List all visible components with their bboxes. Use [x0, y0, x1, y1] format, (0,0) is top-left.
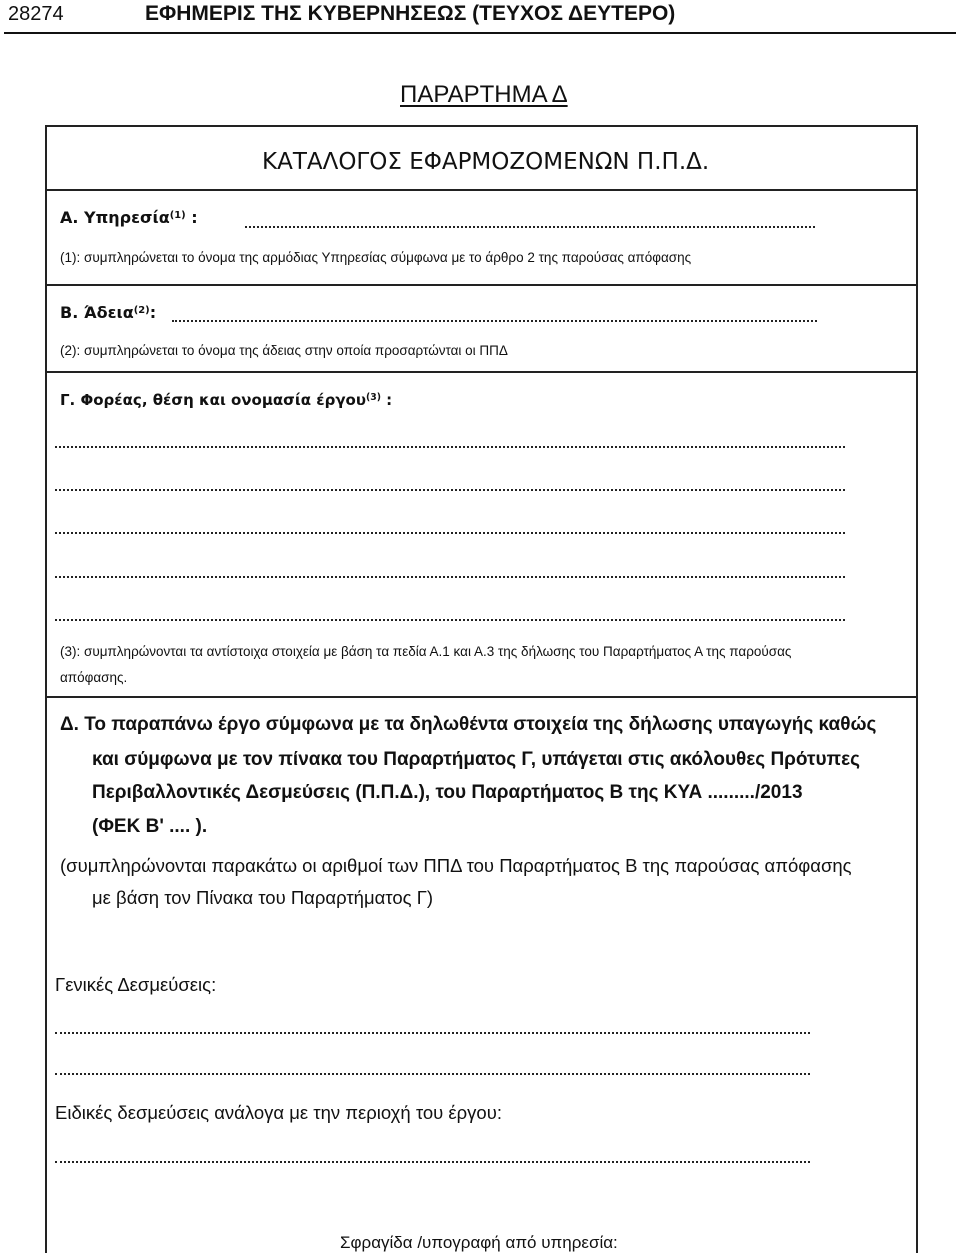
- section-divider: [45, 696, 918, 698]
- section-a-label: [60, 208, 198, 231]
- annex-title: ΠΑΡΑΡΤΗΜΑ Δ: [400, 81, 568, 108]
- section-a-fill-line: [245, 226, 815, 228]
- general-commitments-label: Γενικές Δεσμεύσεις:: [55, 974, 217, 995]
- section-d-instruction-line: (συμπληρώνονται παρακάτω οι αριθμοί των ΠΠΔ του Παραρτήματος Β της παρούσας απόφασης: [60, 855, 852, 876]
- form-heading: ΚΑΤΑΛΟΓΟΣ ΕΦΑΡΜΟΖΟΜΕΝΩΝ Π.Π.Δ.: [262, 149, 710, 175]
- section-d-line: (ΦΕΚ Β' .... ).: [92, 816, 208, 837]
- section-d-line: και σύμφωνα με τον πίνακα του Παραρτήματος Γ, υπάγεται στις ακόλουθες Πρότυπες: [92, 749, 860, 770]
- form-box: [45, 125, 918, 1253]
- section-d-line: Δ. Το παραπάνω έργο σύμφωνα με τα δηλωθέντα στοιχεία της δήλωσης υπαγωγής καθώς: [60, 714, 877, 735]
- section-c-fill-line: [55, 489, 845, 491]
- section-c-fill-line: [55, 576, 845, 578]
- section-d-instruction-line: με βάση τον Πίνακα του Παραρτήματος Γ): [92, 887, 434, 908]
- section-a-suffix: :: [185, 208, 198, 227]
- section-c-note-line: (3): συμπληρώνονται τα αντίστοιχα στοιχεία με βάση τα πεδία Α.1 και Α.3 της δήλωσης του Παραρτήματος Α της παρούσας: [60, 644, 792, 659]
- section-c-note-ref: (3): [365, 391, 381, 403]
- section-b-label-text: Β. Άδεια: [60, 303, 134, 322]
- section-c-label: [60, 390, 392, 413]
- page-number: 28274: [8, 3, 64, 25]
- section-a-label-text: Α. Υπηρεσία: [60, 208, 170, 227]
- section-c-note-line: απόφασης.: [60, 670, 128, 685]
- header-rule: [4, 32, 956, 34]
- general-commitments-fill-line: [55, 1073, 810, 1075]
- section-divider: [45, 189, 918, 191]
- section-d-line: Περιβαλλοντικές Δεσμεύσεις (Π.Π.Δ.), του Παραρτήματος Β της ΚΥΑ ........./2013: [92, 782, 803, 803]
- specific-commitments-label: Ειδικές δεσμεύσεις ανάλογα με την περιοχή του έργου:: [55, 1102, 502, 1123]
- section-b-label: [60, 303, 156, 326]
- section-c-fill-line: [55, 446, 845, 448]
- section-b-note-ref: (2): [133, 304, 150, 316]
- section-c-fill-line: [55, 619, 845, 621]
- section-b-note: (2): συμπληρώνεται το όνομα της άδειας στην οποία προσαρτώνται οι ΠΠΔ: [60, 343, 508, 358]
- section-a-note: (1): συμπληρώνεται το όνομα της αρμόδιας Υπηρεσίας σύμφωνα με το άρθρο 2 της παρούσας απόφασης: [60, 250, 692, 265]
- section-a-note-ref: (1): [169, 209, 186, 221]
- gazette-title: ΕΦΗΜΕΡΙΣ ΤΗΣ ΚΥΒΕΡΝΗΣΕΩΣ (ΤΕΥΧΟΣ ΔΕΥΤΕΡΟ): [145, 2, 676, 25]
- specific-commitments-fill-line: [55, 1161, 810, 1163]
- section-c-label-text: Γ. Φορέας, θέση και ονομασία έργου: [60, 391, 366, 409]
- section-divider: [45, 284, 918, 286]
- section-b-fill-line: [172, 320, 817, 322]
- signature-label: Σφραγίδα /υπογραφή από υπηρεσία:: [340, 1233, 618, 1252]
- general-commitments-fill-line: [55, 1032, 810, 1034]
- section-divider: [45, 371, 918, 373]
- section-b-suffix: :: [149, 303, 157, 322]
- section-c-fill-line: [55, 532, 845, 534]
- section-c-suffix: :: [380, 391, 393, 409]
